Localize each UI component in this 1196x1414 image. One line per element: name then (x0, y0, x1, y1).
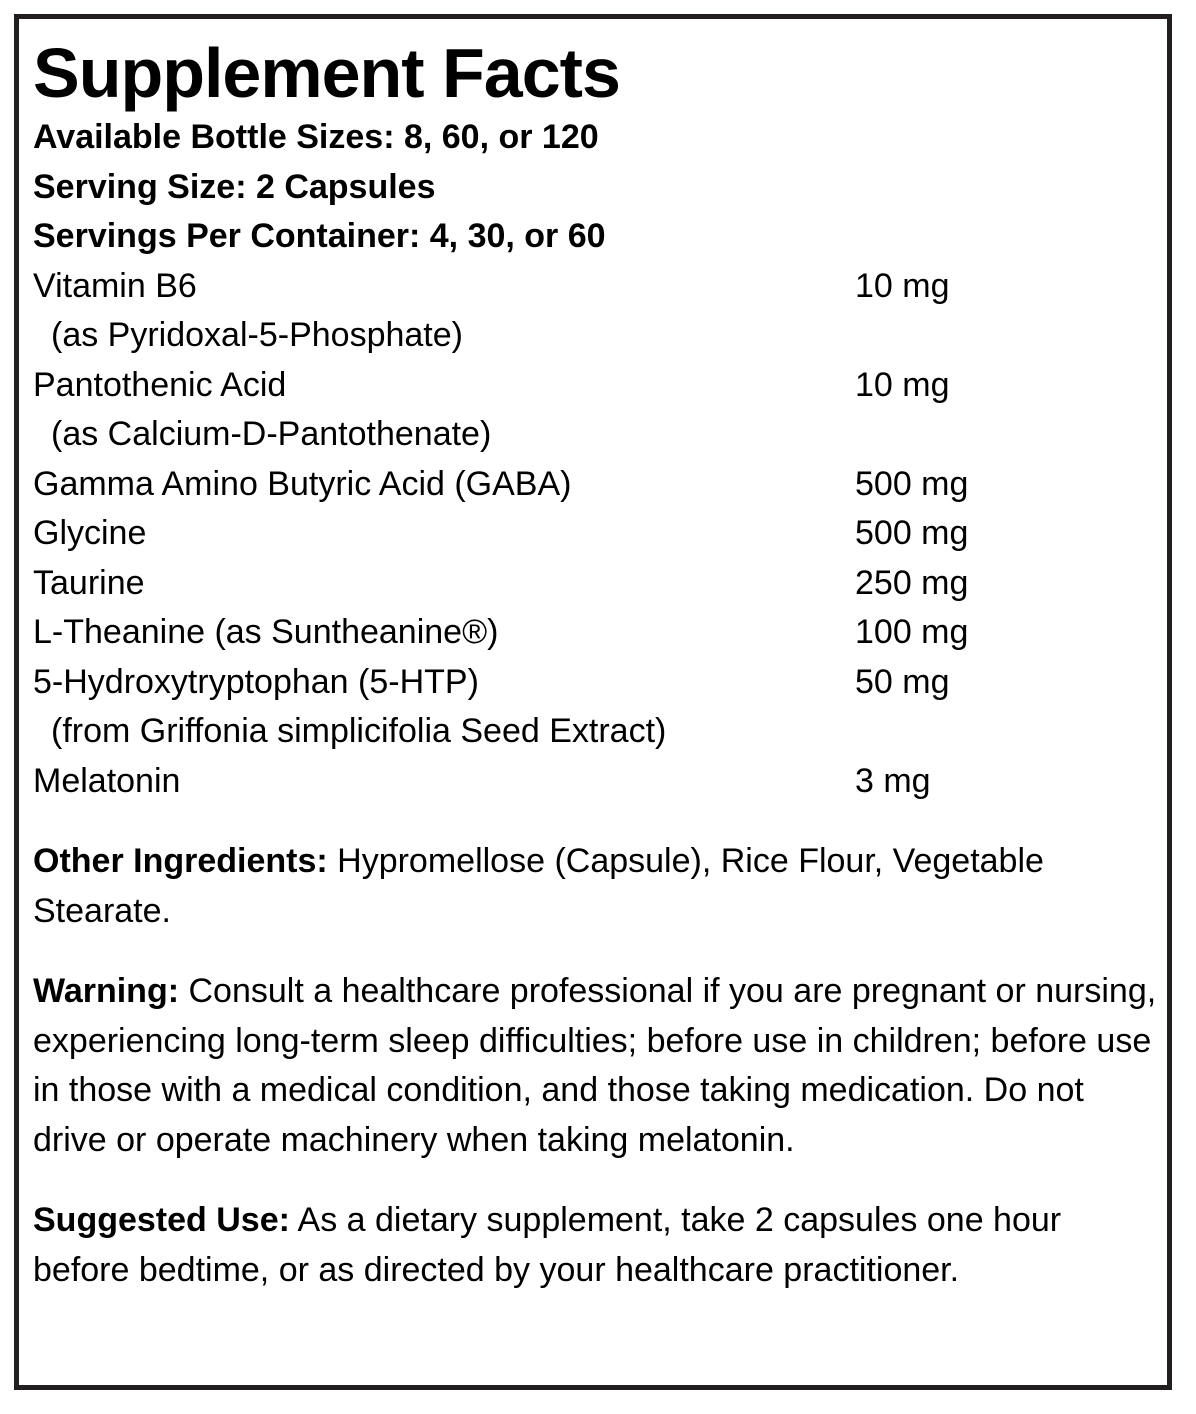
panel-content (33, 33, 1157, 1295)
ingredient-amount: 10 mg (855, 266, 950, 305)
panel-title: Supplement Facts (33, 34, 620, 112)
ingredient-amount: 500 mg (855, 464, 969, 503)
suggested-use (33, 1196, 1157, 1295)
spacer (33, 806, 1157, 837)
ingredient-amount: 3 mg (855, 761, 931, 800)
other-ingredients-label: Other Ingredients: (33, 842, 328, 880)
ingredient-name: Vitamin B6 (33, 266, 197, 305)
ingredient-amount: 10 mg (855, 365, 950, 404)
serving-size: Serving Size: 2 Capsules (33, 167, 436, 206)
ingredient-list (33, 262, 1157, 807)
ingredient-amount: 100 mg (855, 613, 969, 651)
ingredient-row (33, 658, 1157, 708)
spacer (33, 1165, 1157, 1196)
warning-label: Warning: (33, 972, 180, 1010)
ingredient-amount: 500 mg (855, 514, 969, 552)
ingredient-row (33, 361, 1157, 411)
other-ingredients (33, 837, 1157, 936)
other-ingredients-text: Hypromellose (Capsule), Rice Flour, Vegetable Stearate. (33, 842, 1044, 930)
ingredient-name: Glycine (33, 514, 147, 552)
servings-per-container: Servings Per Container: 4, 30, or 60 (33, 217, 606, 255)
ingredient-amount: 250 mg (855, 563, 969, 602)
ingredient-row (33, 460, 1157, 510)
ingredient-row (33, 559, 1157, 609)
ingredient-name: Gamma Amino Butyric Acid (GABA) (33, 464, 572, 503)
ingredient-amount: 50 mg (855, 662, 950, 701)
spacer (33, 936, 1157, 967)
ingredient-row (33, 509, 1157, 559)
ingredient-name: L-Theanine (as Suntheanine®) (33, 613, 499, 651)
warning-text: Consult a healthcare professional if you are pregnant or nursing, experiencing long-term sleep difficulties; before use in children; before use in those with a medical condition, and those taking medication. Do not drive or operate machinery when taking melatonin. (33, 972, 1157, 1159)
ingredient-name: Melatonin (33, 761, 181, 800)
ingredient-source: (as Pyridoxal-5-Phosphate) (51, 316, 463, 354)
ingredient-source: (as Calcium-D-Pantothenate) (51, 415, 492, 453)
suggested-use-text: As a dietary supplement, take 2 capsules one hour before bedtime, or as directed by your healthcare practitioner. (33, 1201, 1062, 1289)
ingredient-name: Pantothenic Acid (33, 365, 287, 404)
ingredient-row (33, 262, 1157, 312)
suggested-use-label: Suggested Use: (33, 1201, 290, 1239)
ingredient-name: 5-Hydroxytryptophan (5-HTP) (33, 662, 479, 701)
ingredient-row (33, 757, 1157, 807)
ingredient-source: (from Griffonia simplicifolia Seed Extract) (51, 712, 667, 750)
bottle-sizes: Available Bottle Sizes: 8, 60, or 120 (33, 118, 599, 156)
supplement-facts-panel (14, 14, 1172, 1390)
warning-statement (33, 967, 1157, 1165)
ingredient-row (33, 608, 1157, 658)
ingredient-name: Taurine (33, 563, 145, 602)
